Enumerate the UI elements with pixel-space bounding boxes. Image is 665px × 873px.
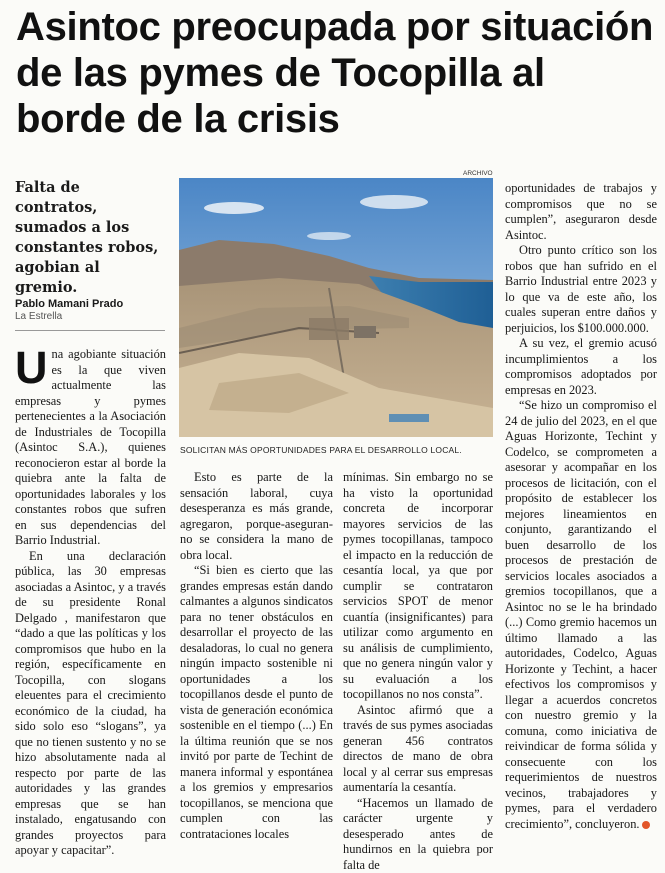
paragraph: oportunidades de trabajos y compromisos que no se cumplen”, aseguraron desde Asintoc.: [505, 181, 657, 243]
paragraph: “Hacemos un llamado de carácter urgente y desesperado antes de hundirnos en la quiebra por falta de: [343, 796, 493, 873]
drop-cap: U: [15, 349, 48, 387]
photo-caption: SOLICITAN MÁS OPORTUNIDADES PARA EL DESARROLLO LOCAL.: [180, 445, 462, 455]
photo-credit: ARCHIVO: [463, 170, 493, 177]
paragraph: “Se hizo un compromiso el 24 de julio del 2023, en el que Aguas Horizonte, Techint y Codelco, se comprometen a asesorar y acompañar en los procesos de licitación, con el propósito de establecer los mejores lineamientos en conjunto, garantizando el buen desarrollo de los procesos de prestación de servicios locales asociados a gremios tocopillanos, que a Asintoc no se le ha brindado (...) Como gremio hacemos un último llamado a las autoridades, Codelco, Aguas Horizonte y Techint, a hacer efectivos los compromisos y llegar a acuerdos concretos con nuestro gremio y la comuna, como iniciativa de reivindicar de forma sólida y consecuente con los requerimientos de nuestros vecinos, trabajadores y pymes, para el verdadero crecimiento”, concluyeron.: [505, 398, 657, 831]
paragraph: Esto es parte de la sensación laboral, cuya desesperanza es más grande, agregaron, porque-aseguran- no se considera la mano de obra local.: [180, 470, 333, 563]
end-of-article-icon: [642, 821, 650, 829]
deck-subtitle: Falta de contratos, sumados a los constantes robos, agobian al gremio.: [15, 178, 167, 298]
paragraph: A su vez, el gremio acusó incumplimientos a los compromisos adoptados por empresas en 2023.: [505, 336, 657, 398]
body-column-4: [505, 181, 657, 832]
article-photo: [179, 178, 493, 437]
headline: Asintoc preocupada por situación de las pymes de Tocopilla al borde de la crisis: [16, 4, 656, 142]
body-column-2: [180, 470, 333, 842]
paragraph: na agobiante situación es la que viven actualmente las empresas y pymes pertenecientes a la Asociación de Industriales de Tocopilla (Asintoc S.A.), quienes reconocieron estar al borde la quiebra ante la falta de oportunidades laborales y los constantes robos que sufren en sus dependencias del Barrio Industrial.: [15, 347, 166, 547]
byline-author: Pablo Mamani Prado: [15, 298, 123, 310]
paragraph: “Si bien es cierto que las grandes empresas están dando calmantes a algunos sindicatos para no tener obstáculos en desarrollar el proyecto de las desaladoras, lo cual no genera ningún impacto sostenible ni oportunidades a los tocopillanos desde el punto de vista de generación económica sostenible en el tiempo (...) En la última reunión que se nos invitó por parte de Techint de manera informal y espontánea a los gremios y empresarios tocopillanos, se menciona que cumplen con las contrataciones locales: [180, 563, 333, 842]
paragraph: Otro punto crítico son los robos que han sufrido en el Barrio Industrial entre 2023 y lo que va de este año, los cuales superan entre daños y perjuicios, los $100.000.000.: [505, 243, 657, 336]
body-column-1: [15, 347, 166, 859]
paragraph: Asintoc afirmó que a través de sus pymes asociadas generan 456 contratos directos de mano de obra local y al cerrar sus empresas aumentaría la cesantía.: [343, 703, 493, 796]
coastal-town-aerial-photo: [179, 178, 493, 437]
body-column-3: [343, 470, 493, 873]
paragraph: En una declaración pública, las 30 empresas asociadas a Asintoc, y a través de su presidente Ronal Delgado , manifestaron que “dado a que las políticas y los compromisos que hubo en la región, específicamente en Tocopilla, con slogans eleuentes para el crecimiento económico de la ciudad, ha sido solo eso “slogans”, ya que no tienen sustento y no se hizo absolutamente nada al respecto por parte de las autoridades y las grandes empresas que se han instalado, engatusando con grandes proyectos para apoyar y capacitar”.: [15, 549, 166, 859]
paragraph: mínimas. Sin embargo no se ha visto la oportunidad concreta de incorporar mayores servicios de las pymes tocopillanas, tampoco el impacto en la reducción de cesantía local, ya que por cumplir se contrataron servicios SPOT de menor cuantía (insignificantes) para utilizar como argumento en su análisis de cumplimiento, que no genera ningún valor y su evaluación a los tocopillanos no nos consta”.: [343, 470, 493, 703]
byline-outlet: La Estrella: [15, 311, 62, 322]
byline-divider: [15, 330, 165, 331]
